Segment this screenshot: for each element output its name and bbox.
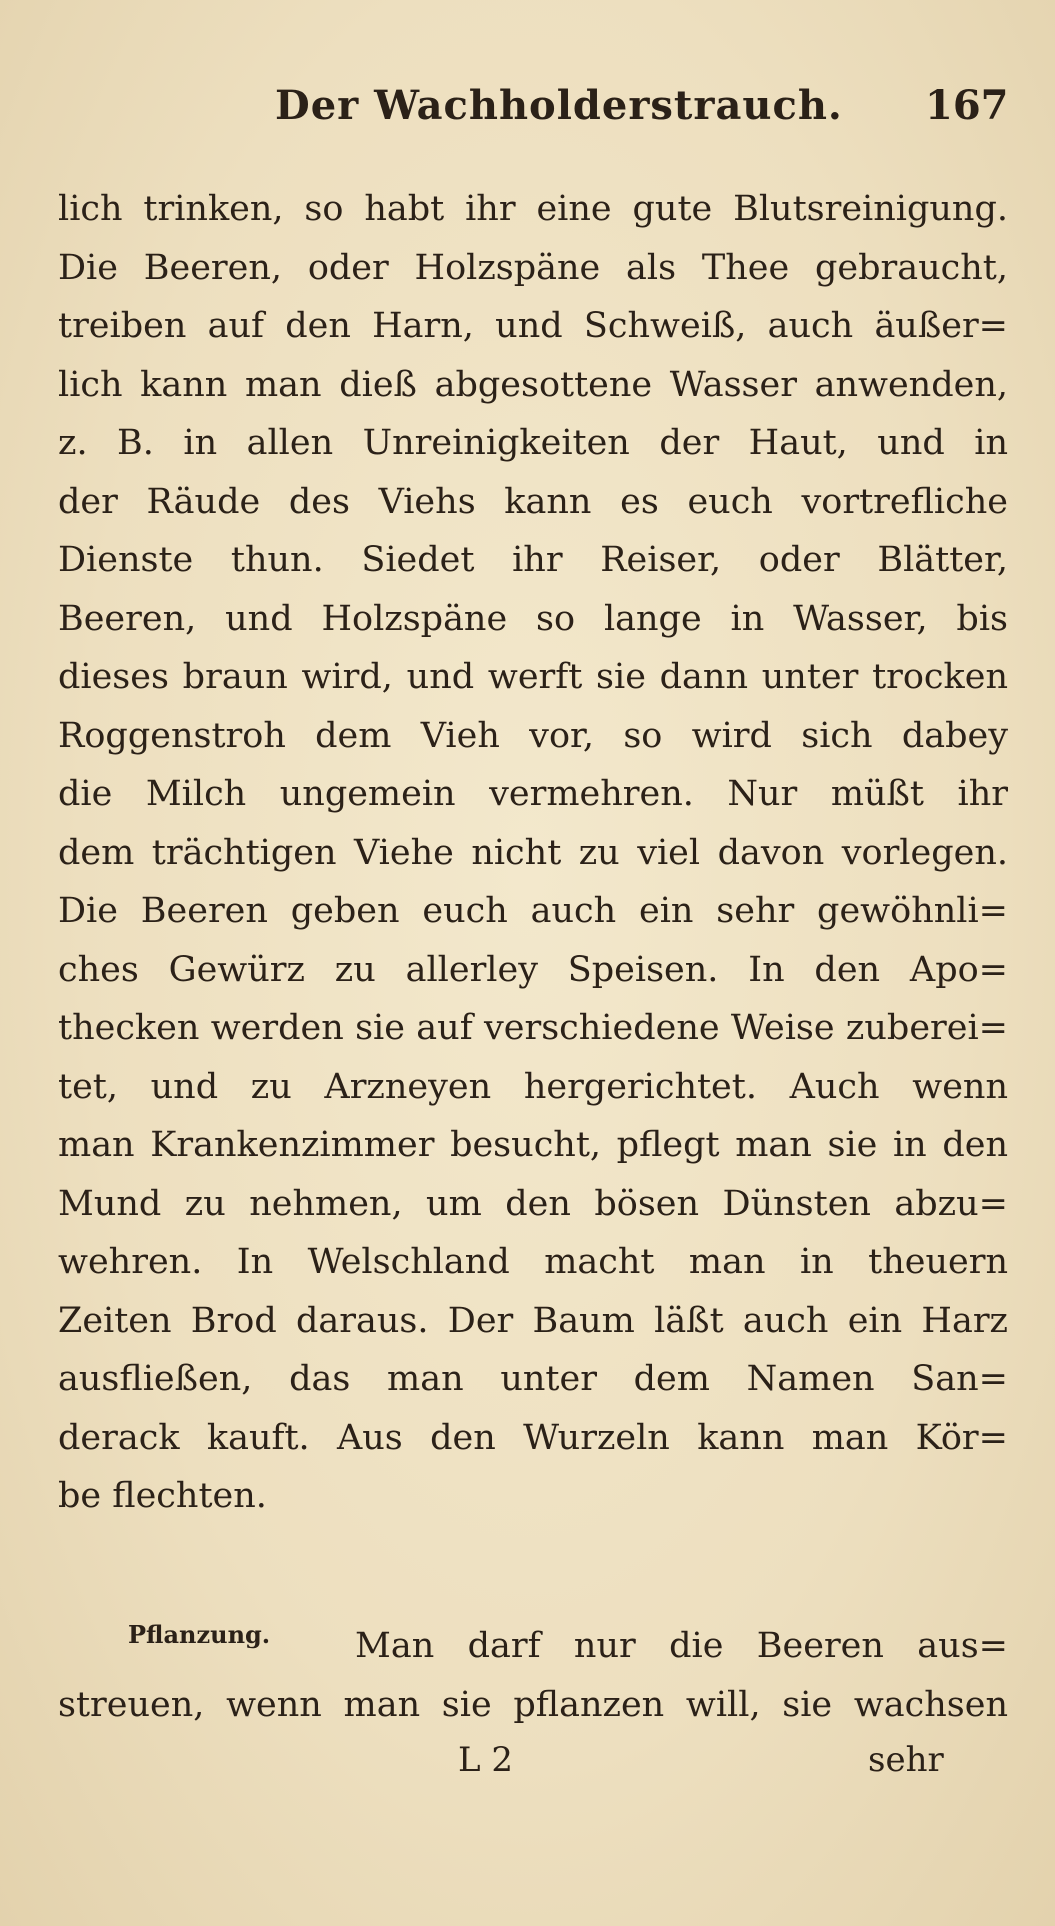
text-line: tet, und zu Arzneyen hergerichtet. Auch wenn [58, 1066, 1008, 1107]
marginal-note: Pflanzung. [128, 1620, 271, 1649]
text-line: wehren. In Welschland macht man in theuern [58, 1242, 1008, 1282]
running-head: Der Wachholderstrauch. [275, 82, 843, 129]
text-line: ausfließen, das man unter dem Namen San= [58, 1359, 1008, 1399]
text-line: ches Gewürz zu allerley Speisen. In den Apo= [58, 949, 1008, 990]
catchword: sehr [868, 1740, 944, 1780]
text-line: derack kauft. Aus den Wurzeln kann man Kör= [58, 1417, 1008, 1458]
text-line: die Milch ungemein vermehren. Nur müßt ihr [58, 774, 1008, 814]
body-text [58, 180, 1008, 1526]
text-line: der Räude des Viehs kann es euch vortrefliche [58, 481, 1008, 522]
text-line: dieses braun wird, und werft sie dann unter trocken [58, 657, 1008, 697]
page-number: 167 [925, 82, 1009, 129]
text-line: Mund zu nehmen, um den bösen Dünsten abzu= [58, 1183, 1008, 1224]
text-line: thecken werden sie auf verschiedene Weise zuberei= [58, 1008, 1008, 1048]
text-line: Die Beeren, oder Holzspäne als Thee gebraucht, [58, 247, 1008, 288]
text-line: Die Beeren geben euch auch ein sehr gewöhnli= [58, 891, 1008, 931]
text-line: be flechten. [58, 1476, 267, 1516]
text-line: man Krankenzimmer besucht, pflegt man sie in den [58, 1125, 1008, 1165]
text-line: Roggenstroh dem Vieh vor, so wird sich dabey [58, 715, 1008, 756]
text-line: Dienste thun. Siedet ihr Reiser, oder Blätter, [58, 540, 1008, 580]
section-text [58, 1617, 1008, 1734]
text-line: z. B. in allen Unreinigkeiten der Haut, und in [58, 423, 1008, 463]
text-line: treiben auf den Harn, und Schweiß, auch äußer= [58, 306, 1008, 346]
text-line: Man darf nur die Beeren aus= [355, 1626, 1008, 1666]
text-line: dem trächtigen Viehe nicht zu viel davon vorlegen. [58, 832, 1008, 873]
text-line: Beeren, und Holzspäne so lange in Wasser, bis [58, 598, 1008, 639]
text-line: lich trinken, so habt ihr eine gute Blutsreinigung. [58, 189, 1008, 229]
text-line: lich kann man dieß abgesottene Wasser anwenden, [58, 364, 1008, 405]
text-line: streuen, wenn man sie pflanzen will, sie wachsen [58, 1684, 1008, 1725]
signature-mark: L 2 [458, 1740, 514, 1780]
text-line: Zeiten Brod daraus. Der Baum läßt auch ein Harz [58, 1300, 1008, 1341]
